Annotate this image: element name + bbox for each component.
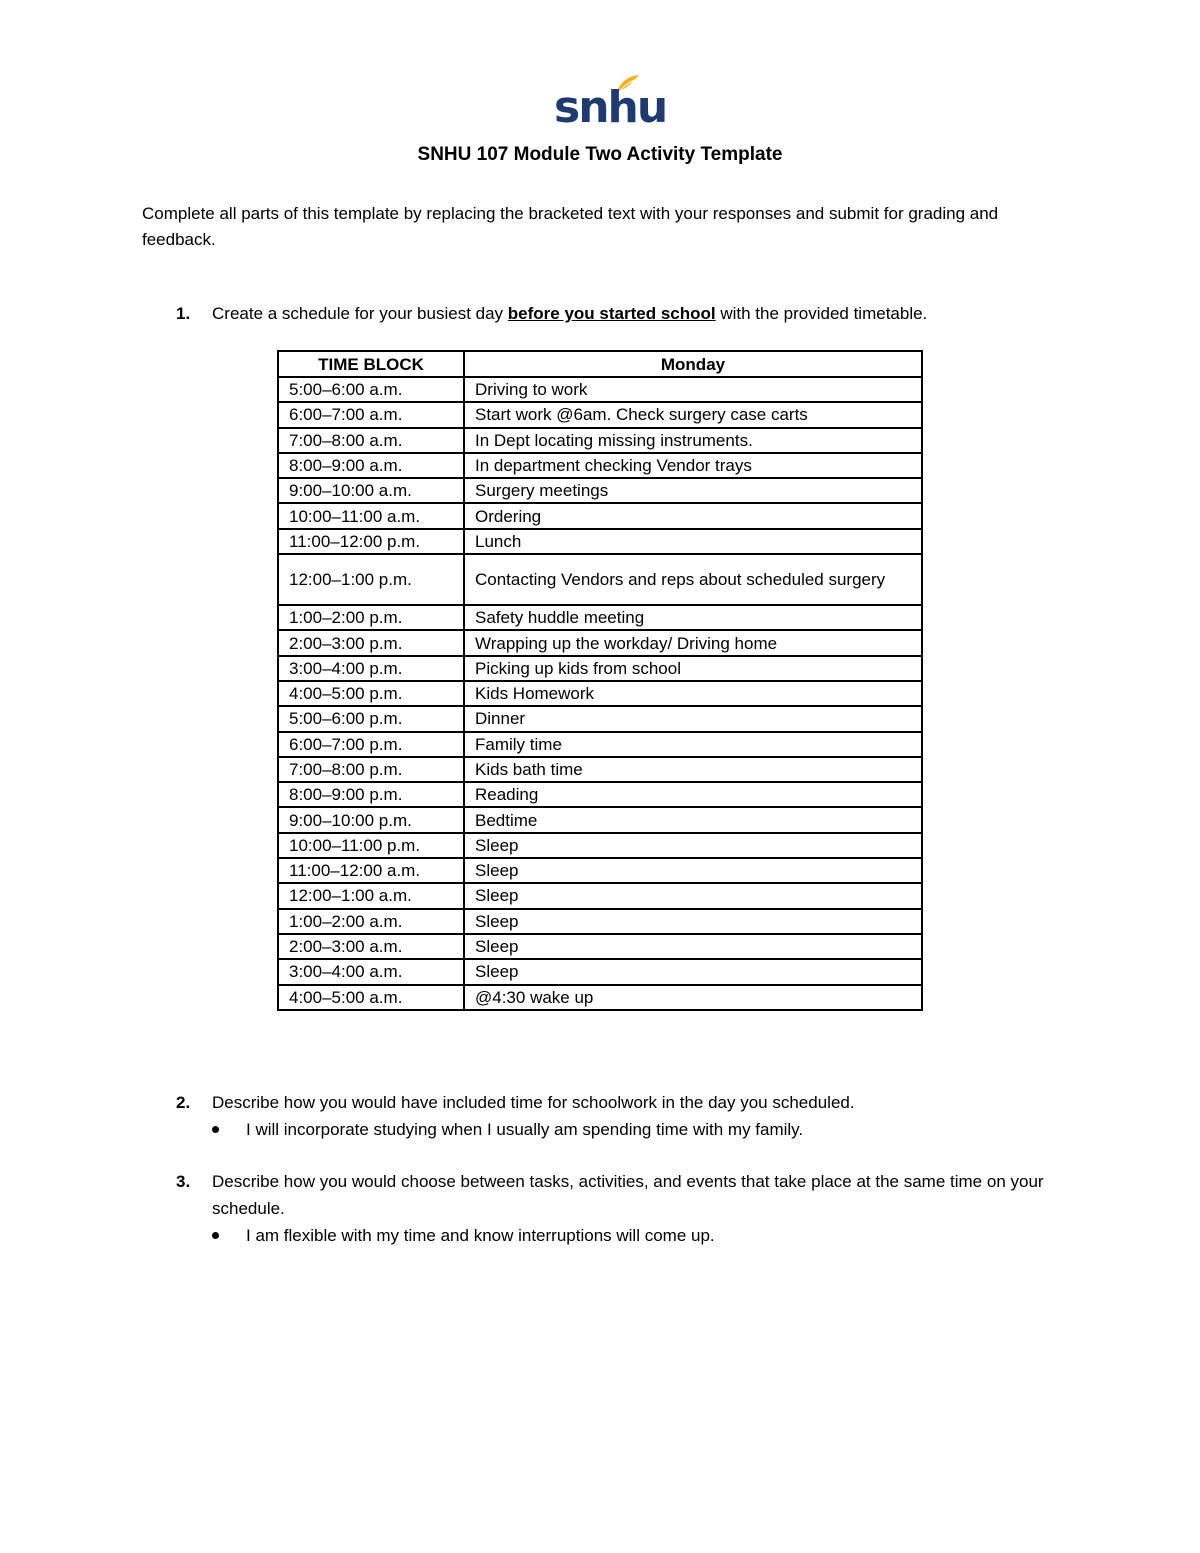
activity-cell: In Dept locating missing instruments. — [464, 428, 922, 453]
table-row — [278, 428, 922, 453]
page-title: SNHU 107 Module Two Activity Template — [417, 144, 783, 165]
table-row — [278, 453, 922, 478]
table-row — [278, 807, 922, 832]
intro-paragraph: Complete all parts of this template by replacing the bracketed text with your responses and submit for grading and feedback. — [142, 204, 999, 249]
table-row — [278, 833, 922, 858]
header-time-block: TIME BLOCK — [278, 351, 464, 377]
table-row — [278, 503, 922, 528]
table-row — [278, 402, 922, 427]
time-block-cell: 7:00–8:00 p.m. — [278, 757, 464, 782]
table-row — [278, 706, 922, 731]
time-block-cell: 12:00–1:00 a.m. — [278, 883, 464, 908]
table-row — [278, 934, 922, 959]
time-block-cell: 2:00–3:00 a.m. — [278, 934, 464, 959]
time-block-cell: 8:00–9:00 a.m. — [278, 453, 464, 478]
activity-cell: Sleep — [464, 883, 922, 908]
table-row — [278, 883, 922, 908]
time-block-cell: 6:00–7:00 p.m. — [278, 732, 464, 757]
question-number: 1. — [176, 304, 191, 323]
activity-cell: Picking up kids from school — [464, 656, 922, 681]
activity-cell: Dinner — [464, 706, 922, 731]
time-block-cell: 11:00–12:00 a.m. — [278, 858, 464, 883]
question-text: Describe how you would have included time for schoolwork in the day you scheduled. — [212, 1093, 855, 1112]
activity-cell: @4:30 wake up — [464, 985, 922, 1010]
time-block-cell: 11:00–12:00 p.m. — [278, 529, 464, 554]
table-row — [278, 554, 922, 605]
time-block-cell: 1:00–2:00 p.m. — [278, 605, 464, 630]
time-block-cell: 5:00–6:00 a.m. — [278, 377, 464, 402]
activity-cell: Wrapping up the workday/ Driving home — [464, 630, 922, 655]
bullet-icon — [212, 1232, 219, 1239]
activity-cell: Contacting Vendors and reps about scheduled surgery — [464, 554, 922, 605]
table-header-row — [278, 351, 922, 377]
table-row — [278, 959, 922, 984]
activity-cell: Sleep — [464, 934, 922, 959]
activity-cell: Driving to work — [464, 377, 922, 402]
time-block-cell: 1:00–2:00 a.m. — [278, 909, 464, 934]
question-text: Describe how you would choose between tasks, activities, and events that take place at the same time on your schedule. — [212, 1172, 1044, 1218]
activity-cell: Safety huddle meeting — [464, 605, 922, 630]
time-block-cell: 8:00–9:00 p.m. — [278, 782, 464, 807]
time-block-cell: 10:00–11:00 p.m. — [278, 833, 464, 858]
time-block-cell: 6:00–7:00 a.m. — [278, 402, 464, 427]
logo-wordmark: snhu — [554, 82, 667, 133]
activity-cell: Kids Homework — [464, 681, 922, 706]
activity-cell: Lunch — [464, 529, 922, 554]
time-block-cell: 4:00–5:00 p.m. — [278, 681, 464, 706]
table-row — [278, 377, 922, 402]
activity-cell: Start work @6am. Check surgery case carts — [464, 402, 922, 427]
activity-cell: Family time — [464, 732, 922, 757]
activity-cell: In department checking Vendor trays — [464, 453, 922, 478]
time-block-cell: 9:00–10:00 p.m. — [278, 807, 464, 832]
question-text: Create a schedule for your busiest day before you started school with the provided timetable. — [212, 304, 928, 323]
question-number: 3. — [176, 1172, 191, 1191]
activity-cell: Ordering — [464, 503, 922, 528]
table-row — [278, 757, 922, 782]
table-row — [278, 656, 922, 681]
time-block-cell: 5:00–6:00 p.m. — [278, 706, 464, 731]
table-row — [278, 909, 922, 934]
time-block-cell: 2:00–3:00 p.m. — [278, 630, 464, 655]
time-block-cell: 3:00–4:00 a.m. — [278, 959, 464, 984]
time-block-cell: 12:00–1:00 p.m. — [278, 554, 464, 605]
answer-text: I will incorporate studying when I usually am spending time with my family. — [246, 1120, 804, 1139]
header-monday: Monday — [464, 351, 922, 377]
time-block-cell: 3:00–4:00 p.m. — [278, 656, 464, 681]
schedule-table — [277, 350, 923, 1011]
table-row — [278, 858, 922, 883]
activity-cell: Sleep — [464, 909, 922, 934]
time-block-cell: 7:00–8:00 a.m. — [278, 428, 464, 453]
table-row — [278, 630, 922, 655]
activity-cell: Sleep — [464, 833, 922, 858]
table-row — [278, 985, 922, 1010]
time-block-cell: 10:00–11:00 a.m. — [278, 503, 464, 528]
table-row — [278, 478, 922, 503]
table-row — [278, 529, 922, 554]
activity-cell: Surgery meetings — [464, 478, 922, 503]
activity-cell: Sleep — [464, 959, 922, 984]
table-row — [278, 732, 922, 757]
question-number: 2. — [176, 1093, 191, 1112]
activity-cell: Sleep — [464, 858, 922, 883]
snhu-logo — [554, 74, 667, 134]
table-row — [278, 605, 922, 630]
answer-text: I am flexible with my time and know interruptions will come up. — [246, 1226, 715, 1245]
emphasis-text: before you started school — [507, 304, 716, 323]
time-block-cell: 9:00–10:00 a.m. — [278, 478, 464, 503]
activity-cell: Bedtime — [464, 807, 922, 832]
bullet-icon — [212, 1126, 219, 1133]
activity-cell: Reading — [464, 782, 922, 807]
table-row — [278, 782, 922, 807]
table-row — [278, 681, 922, 706]
activity-cell: Kids bath time — [464, 757, 922, 782]
time-block-cell: 4:00–5:00 a.m. — [278, 985, 464, 1010]
